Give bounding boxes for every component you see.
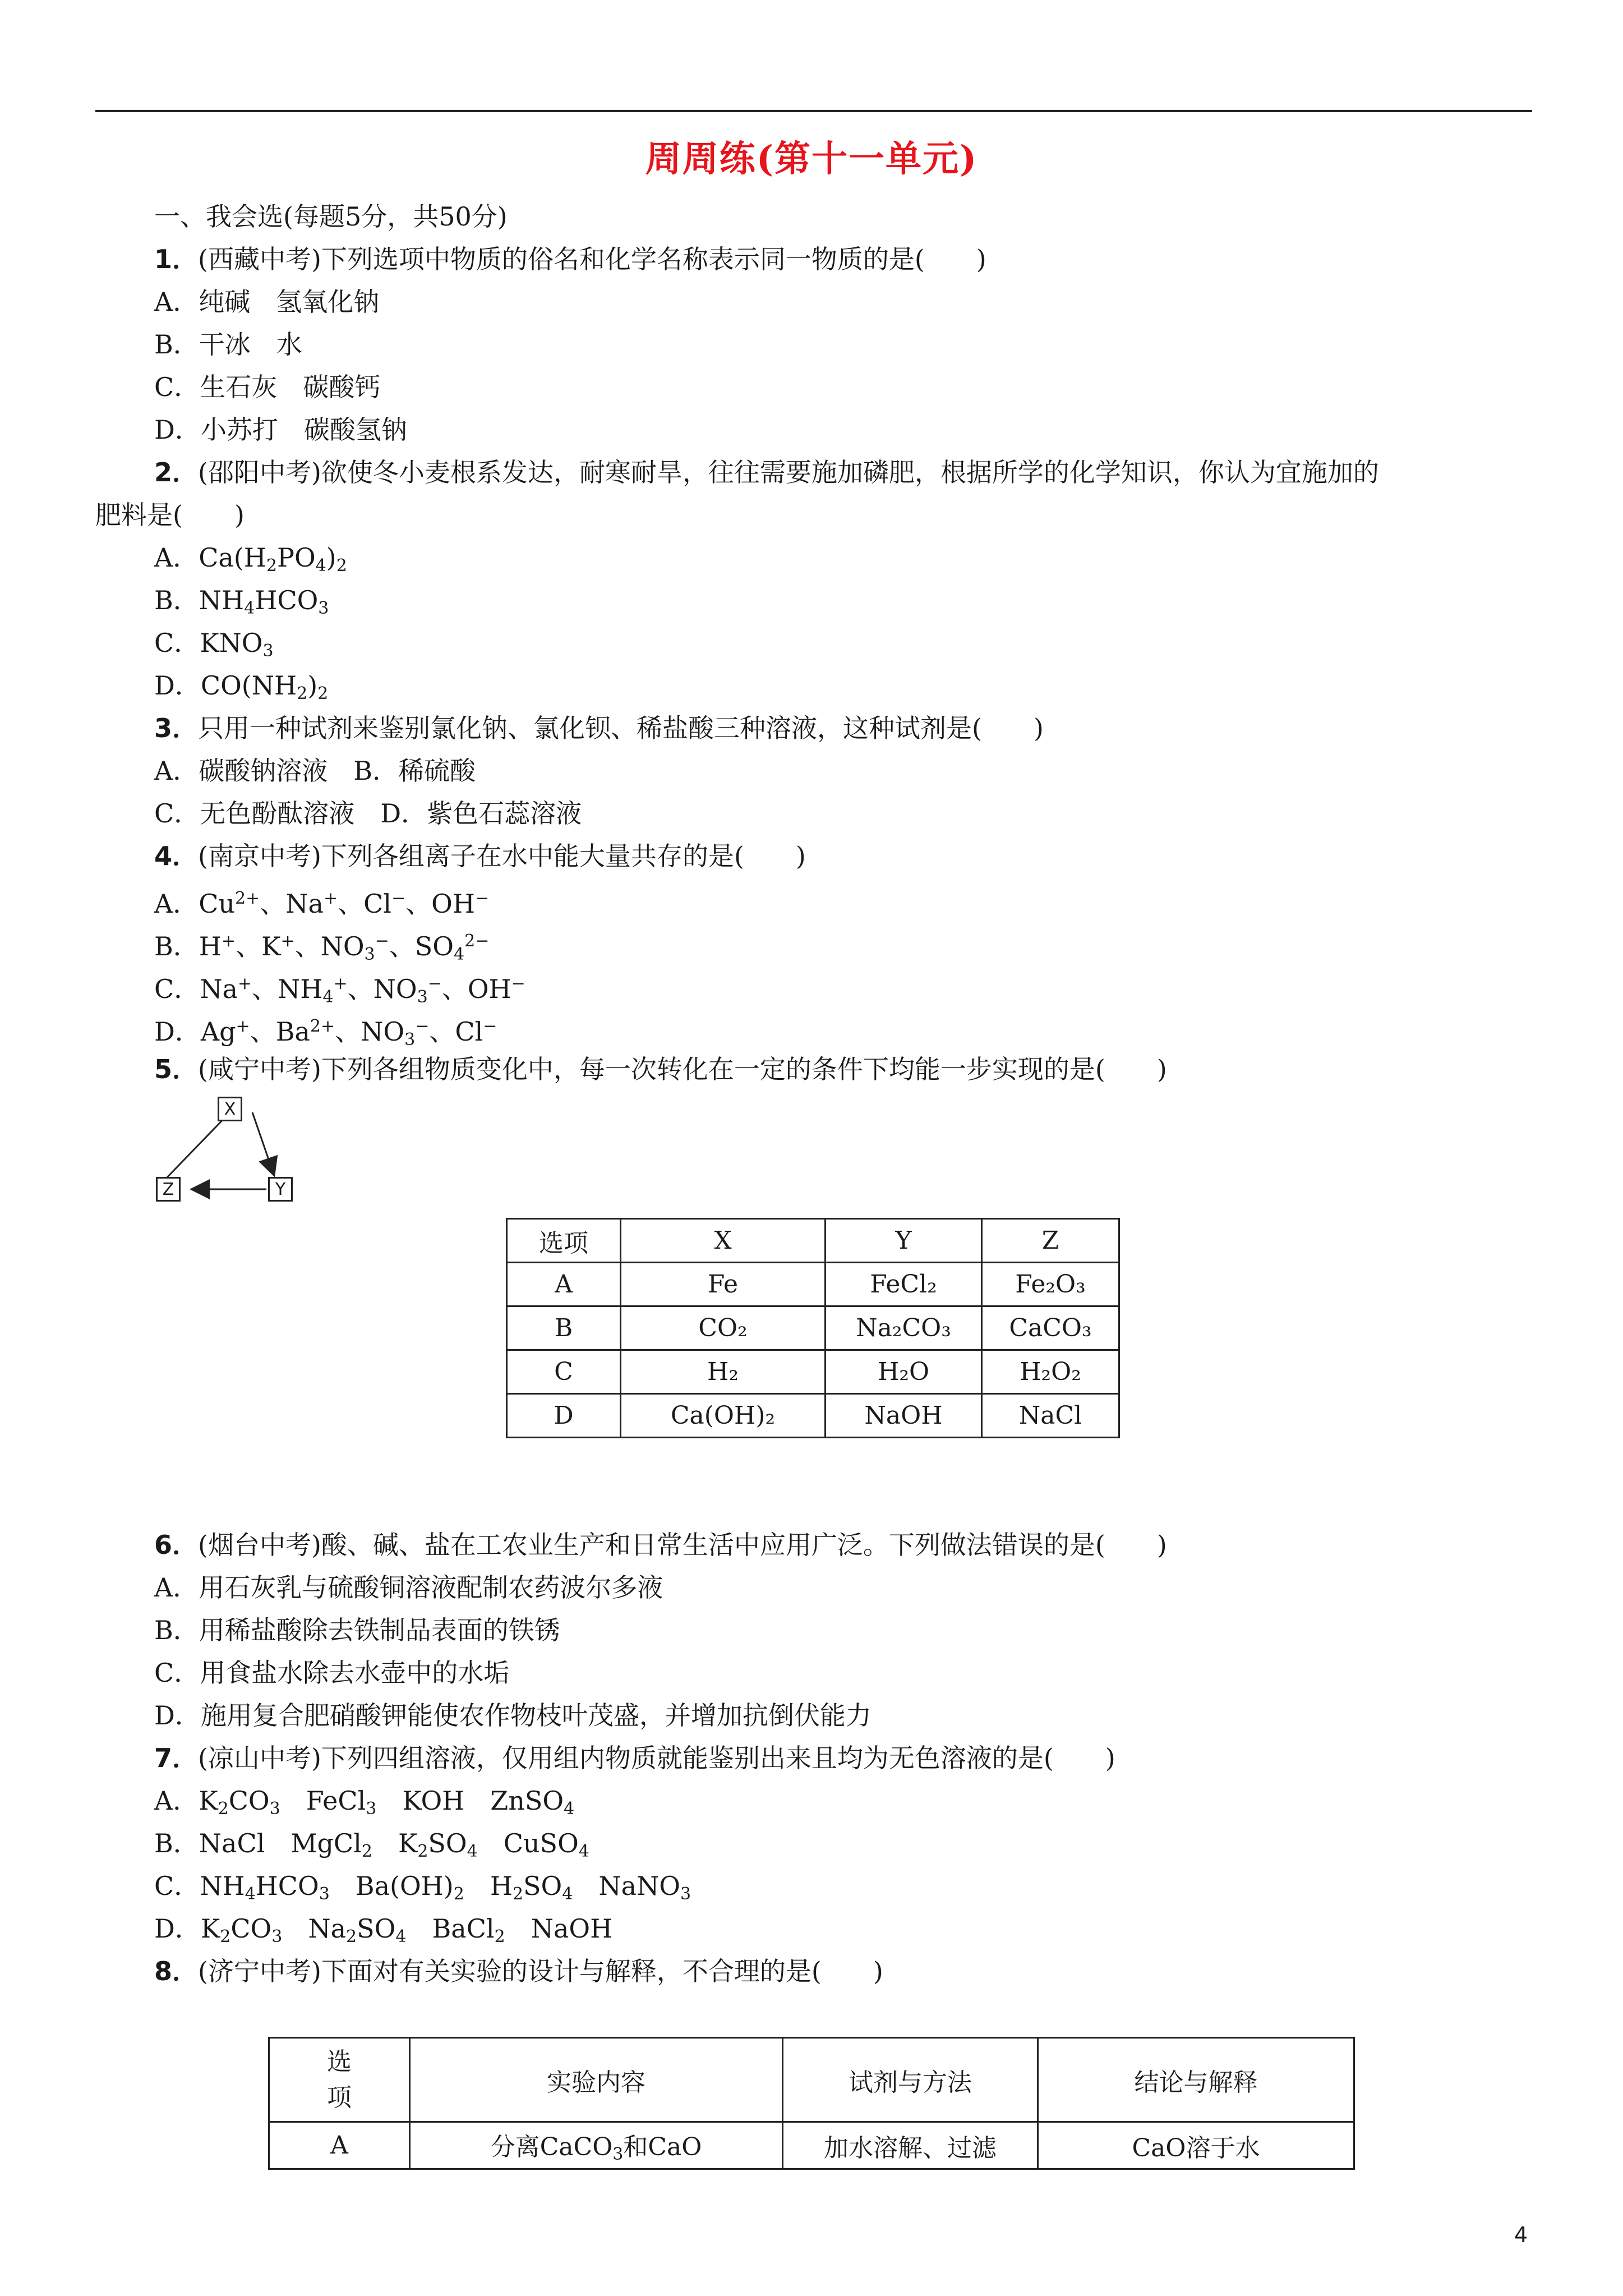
question-number: 4． <box>154 841 199 871</box>
table-cell: CO₂ <box>621 1306 826 1350</box>
question-7 <box>154 1741 1115 1775</box>
question-5 <box>154 1052 1167 1086</box>
option-b: B．用稀盐酸除去铁制品表面的铁锈 <box>154 1615 560 1645</box>
table-cell: Ca(OH)₂ <box>621 1394 826 1438</box>
table-header-cell: Y <box>826 1219 982 1263</box>
table-row <box>269 2122 1354 2169</box>
question-2 <box>154 455 1379 489</box>
option-a: A．$Cu^{2+}$、Na+、Cl−、OH− <box>154 889 490 919</box>
question-stem: (烟台中考)酸、碱、盐在工农业生产和日常生活中应用广泛。下列做法错误的是( ) <box>198 1530 1167 1560</box>
table-header-cell: 选项 <box>507 1219 621 1263</box>
header-text: 项 <box>327 2083 352 2112</box>
table-cell: NaOH <box>826 1394 982 1438</box>
question-stem: (凉山中考)下列四组溶液，仅用组内物质就能鉴别出来且均为无色溶液的是( ) <box>198 1743 1115 1773</box>
page-number: 4 <box>1514 2223 1528 2247</box>
question-8 <box>154 1954 883 1988</box>
conversion-diagram <box>151 1097 320 1214</box>
option-d: D．$CO(NH_2)_2$ <box>154 670 329 703</box>
question-stem: (西藏中考)下列选项中物质的俗名和化学名称表示同一物质的是( ) <box>198 244 986 274</box>
x-to-y-arrow <box>252 1112 274 1174</box>
table-header-cell: X <box>621 1219 826 1263</box>
option-c: C．用食盐水除去水壶中的水垢 <box>154 1658 510 1688</box>
option-b: B．H+、K+、$NO_3^-$、$SO_4^{2-}$ <box>154 931 490 964</box>
option-b: B．$NH_4HCO_3$ <box>154 585 329 618</box>
table-cell: FeCl₂ <box>826 1263 982 1306</box>
q8-experiment-table <box>268 2037 1355 2170</box>
question-number: 6． <box>154 1530 199 1560</box>
table-cell: 分离CaCO$_3$和CaO <box>410 2122 783 2169</box>
option-a: A．纯碱 氢氧化钠 <box>154 287 380 317</box>
question-number: 7． <box>154 1743 199 1773</box>
table-header-row <box>507 1219 1119 1263</box>
question-6 <box>154 1528 1167 1562</box>
table-header-cell: 实验内容 <box>410 2038 783 2122</box>
table-cell: A <box>507 1263 621 1306</box>
option-b: B．NaCl MgCl$_2$ $K_2SO_4$ CuSO$_4$ <box>154 1828 589 1861</box>
table-cell: Fe <box>621 1263 826 1306</box>
options-ab: A．碳酸钠溶液 B．稀硫酸 <box>154 756 476 786</box>
question-stem: (邵阳中考)欲使冬小麦根系发达，耐寒耐旱，往往需要施加磷肥，根据所学的化学知识，你认为宜施加的 <box>198 457 1379 487</box>
table-row <box>507 1394 1119 1438</box>
option-d: D．Ag+、$Ba^{2+}$、$NO_3^-$、Cl− <box>154 1016 497 1050</box>
table-cell: 加水溶解、过滤 <box>783 2122 1038 2169</box>
q5-options-table <box>506 1218 1120 1438</box>
table-cell: H₂O₂ <box>982 1350 1119 1394</box>
header-text: 选 <box>327 2047 352 2076</box>
page-title: 周周练(第十一单元) <box>645 138 978 180</box>
question-4 <box>154 839 806 873</box>
node-x: X <box>218 1097 242 1121</box>
question-1 <box>154 242 986 276</box>
table-row <box>507 1350 1119 1394</box>
table-cell: H₂O <box>826 1350 982 1394</box>
table-header-cell: Z <box>982 1219 1119 1263</box>
header-rule <box>95 110 1532 112</box>
option-d: D．小苏打 碳酸氢钠 <box>154 415 407 445</box>
option-c: C．生石灰 碳酸钙 <box>154 372 381 402</box>
question-3 <box>154 711 1044 745</box>
option-b: B．干冰 水 <box>154 329 302 360</box>
question-number: 3． <box>154 713 199 743</box>
table-cell: Na₂CO₃ <box>826 1306 982 1350</box>
table-row <box>507 1306 1119 1350</box>
question-stem-cont: 肥料是( ) <box>95 500 245 530</box>
table-cell: Fe₂O₃ <box>982 1263 1119 1306</box>
option-a: A．$K_2CO_3$ FeCl$_3$ KOH ZnSO$_4$ <box>154 1786 575 1819</box>
question-number: 5． <box>154 1054 199 1084</box>
table-header-cell: 试剂与方法 <box>783 2038 1038 2122</box>
option-a: A．用石灰乳与硫酸铜溶液配制农药波尔多液 <box>154 1572 663 1603</box>
options-cd: C．无色酚酞溶液 D．紫色石蕊溶液 <box>154 798 582 829</box>
table-header-cell: 结论与解释 <box>1038 2038 1354 2122</box>
option-c: C．$NH_4HCO_3$ $Ba(OH)_2$ $H_2SO_4$ NaNO$_3$ <box>154 1871 691 1904</box>
question-stem: (济宁中考)下面对有关实验的设计与解释，不合理的是( ) <box>198 1956 883 1986</box>
table-cell: CaO溶于水 <box>1038 2122 1354 2169</box>
option-c: C．Na+、$NH_4^+$、$NO_3^-$、OH− <box>154 974 525 1007</box>
option-c: C．$KNO_3$ <box>154 628 274 661</box>
table-header-row <box>269 2038 1354 2122</box>
table-cell: A <box>269 2122 410 2169</box>
table-cell: NaCl <box>982 1394 1119 1438</box>
table-cell: B <box>507 1306 621 1350</box>
question-stem: (南京中考)下列各组离子在水中能大量共存的是( ) <box>198 841 806 871</box>
question-number: 2． <box>154 457 199 487</box>
question-stem: (咸宁中考)下列各组物质变化中，每一次转化在一定的条件下均能一步实现的是( ) <box>198 1054 1167 1084</box>
table-row <box>507 1263 1119 1306</box>
option-d: D．$K_2CO_3$ $Na_2SO_4$ BaCl$_2$ NaOH <box>154 1913 613 1947</box>
node-z: Z <box>156 1177 181 1202</box>
question-number: 1． <box>154 244 199 274</box>
z-to-x-line <box>164 1112 230 1181</box>
table-header-cell <box>269 2038 410 2122</box>
table-cell: CaCO₃ <box>982 1306 1119 1350</box>
question-stem: 只用一种试剂来鉴别氯化钠、氯化钡、稀盐酸三种溶液，这种试剂是( ) <box>198 713 1044 743</box>
table-cell: C <box>507 1350 621 1394</box>
table-cell: D <box>507 1394 621 1438</box>
table-cell: H₂ <box>621 1350 826 1394</box>
node-y: Y <box>268 1177 293 1202</box>
section-heading: 一、我会选(每题5分，共50分) <box>154 201 508 232</box>
option-d: D．施用复合肥硝酸钾能使农作物枝叶茂盛，并增加抗倒伏能力 <box>154 1700 872 1731</box>
question-number: 8． <box>154 1956 199 1986</box>
option-a: A．$Ca(H_2PO_4)_2$ <box>154 542 347 576</box>
